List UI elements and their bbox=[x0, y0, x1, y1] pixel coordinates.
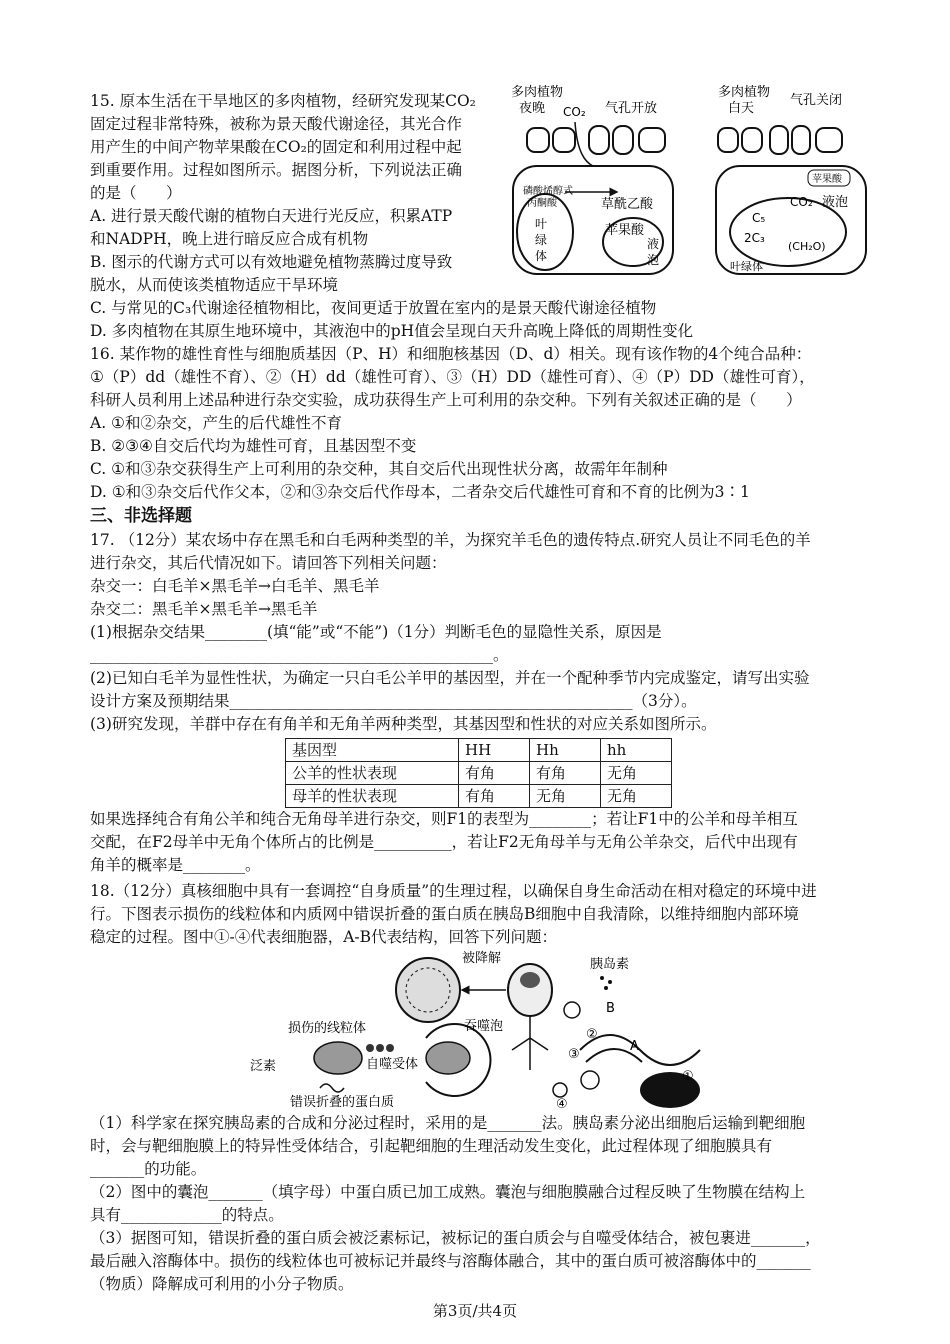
stoma-label: 气孔开放 bbox=[605, 101, 658, 116]
q18-line: 具有_____________的特点。 bbox=[90, 1206, 284, 1224]
table-cell: 无角 bbox=[601, 762, 672, 785]
q16-option-c: C. ①和③杂交获得生产上可利用的杂交种，其自交后代出现性状分离，故需年年制种 bbox=[90, 460, 668, 478]
table-cell: 无角 bbox=[530, 785, 601, 808]
chloro-label: 叶 bbox=[535, 217, 548, 231]
label-2: ② bbox=[586, 1027, 598, 1042]
oaa-label: 草酰乙酸 bbox=[601, 197, 654, 212]
q17-line: 17. （12分）某农场中存在黑毛和白毛两种类型的羊，为探究羊毛色的遗传特点.研究人员让不同毛色的羊 bbox=[90, 531, 811, 549]
q17-line: 如果选择纯合有角公羊和纯合无角母羊进行杂交，则F1的表型为________；若让F1中的公羊和母羊相互 bbox=[90, 810, 798, 828]
chloro-label: 体 bbox=[535, 249, 548, 263]
q15-line: 用产生的中间产物苹果酸在CO₂的固定和利用过程中起 bbox=[90, 138, 462, 156]
q16-line: ①（P）dd（雄性不育）、②（H）dd（雄性可育）、③（H）DD（雄性可育）、④（P）DD（雄性可育）， bbox=[90, 368, 815, 386]
q17-sub1: (1)根据杂交结果________(填“能”或“不能”)（1分）判断毛色的显隐性关系，原因是 bbox=[90, 623, 662, 641]
q15-line: 15. 原本生活在干旱地区的多肉植物，经研究发现某CO₂ bbox=[90, 92, 476, 110]
label-3: ③ bbox=[568, 1047, 580, 1062]
malate-label: 苹果酸 bbox=[605, 223, 645, 238]
malate-label: 苹果酸 bbox=[812, 174, 842, 185]
damaged-mito-label: 损伤的线粒体 bbox=[288, 1021, 367, 1036]
degraded-label: 被降解 bbox=[462, 951, 502, 966]
q18-line: 18.（12分）真核细胞中具有一套调控“自身质量”的生理过程，以确保自身生命活动在相对稳定的环境中进 bbox=[90, 882, 817, 900]
label-A: A bbox=[630, 1039, 639, 1054]
q15-line: 固定过程非常特殊，被称为景天酸代谢途径，其光合作 bbox=[90, 115, 463, 133]
autolysosome bbox=[508, 964, 552, 1016]
co2-label: CO₂ bbox=[790, 195, 813, 209]
table-header-row bbox=[286, 739, 672, 762]
receptor-label: 自噬受体 bbox=[366, 1057, 419, 1072]
q17-cross1: 杂交一：白毛羊×黑毛羊→白毛羊、黑毛羊 bbox=[90, 577, 380, 595]
pep-label: 磷酸烯醇式 bbox=[523, 186, 573, 197]
chloro-label: 绿 bbox=[535, 233, 548, 247]
q17-line: 角羊的概率是________。 bbox=[90, 856, 261, 874]
q15-line: 的是（ ） bbox=[90, 184, 182, 202]
q15-line: 和NADPH，晚上进行暗反应合成有机物 bbox=[90, 230, 369, 248]
q17-line: 设计方案及预期结果____________________________________________________（3分）。 bbox=[90, 692, 697, 710]
q15-option-d: D. 多肉植物在其原生地环境中，其液泡中的pH值会呈现白天升高晚上降低的周期性变化 bbox=[90, 322, 694, 340]
q18-line: 稳定的过程。图中①-④代表细胞器，A-B代表结构，回答下列问题： bbox=[90, 928, 558, 946]
chloro-label: 叶绿体 bbox=[730, 260, 763, 273]
table-cell: hh bbox=[601, 739, 672, 762]
q15-line: 脱水，从而使该类植物适应干旱环境 bbox=[90, 276, 339, 294]
q18-sub3: （3）据图可知，错误折叠的蛋白质会被泛素标记，被标记的蛋白质会与自噬受体结合，被包裹进_______， bbox=[90, 1229, 821, 1247]
genotype-table bbox=[285, 738, 672, 808]
ubiquitin-label: 泛素 bbox=[250, 1059, 277, 1074]
fig-label: 白天 bbox=[728, 101, 755, 116]
phagophore-label: 吞噬泡 bbox=[464, 1019, 504, 1034]
fig-label: 多肉植物 bbox=[511, 85, 564, 100]
co2-label: CO₂ bbox=[563, 105, 586, 119]
q16-option-d: D. ①和③杂交后代作父本，②和③杂交后代作母本，二者杂交后代雄性可育和不育的比例为3∶1 bbox=[90, 483, 750, 501]
cam-night-diagram bbox=[505, 82, 685, 282]
q16-line: 科研人员利用上述品种进行杂交实验，成功获得生产上可利用的杂交种。下列有关叙述正确的是（ ） bbox=[90, 391, 802, 409]
vacuole-label: 泡 bbox=[647, 253, 660, 267]
q18-line: _______的功能。 bbox=[90, 1160, 207, 1178]
autophagy-diagram bbox=[250, 950, 710, 1110]
c5-label: C₅ bbox=[752, 211, 766, 225]
fig-label: 夜晚 bbox=[519, 101, 546, 116]
label-B: B bbox=[606, 1001, 615, 1016]
pep-label: 丙酮酸 bbox=[527, 198, 557, 209]
q17-sub3: (3)研究发现，羊群中存在有角羊和无角羊两种类型，其基因型和性状的对应关系如图所示。 bbox=[90, 715, 717, 733]
table-cell: 无角 bbox=[601, 785, 672, 808]
q18-line: 行。下图表示损伤的线粒体和内质网中错误折叠的蛋白质在胰岛B细胞中自我清除，以维持细胞内部环境 bbox=[90, 905, 799, 923]
misfold-label: 错误折叠的蛋白质 bbox=[290, 1095, 395, 1110]
insulin-label: 胰岛素 bbox=[590, 957, 630, 972]
q18-sub1: （1）科学家在探究胰岛素的合成和分泌过程时，采用的是_______法。胰岛素分泌出细胞后运输到靶细胞 bbox=[90, 1114, 806, 1132]
q18-line: （物质）降解成可利用的小分子物质。 bbox=[90, 1275, 354, 1293]
label-4: ④ bbox=[556, 1097, 568, 1110]
q17-line: 交配，在F2母羊中无角个体所占的比例是__________，若让F2无角母羊与无角公羊杂交，后代中出现有 bbox=[90, 833, 798, 851]
stoma-label: 气孔关闭 bbox=[790, 93, 843, 108]
table-row bbox=[286, 785, 672, 808]
table-cell: 有角 bbox=[459, 785, 530, 808]
table-cell: 有角 bbox=[530, 762, 601, 785]
q17-blank-line: ____________________________________________________。 bbox=[90, 646, 509, 664]
table-row bbox=[286, 762, 672, 785]
page-footer: 第3页/共4页 bbox=[432, 1302, 518, 1320]
q16-line: 16. 某作物的雄性育性与细胞质基因（P、H）和细胞核基因（D、d）相关。现有该作物的4个纯合品种： bbox=[90, 345, 812, 363]
q17-sub2: (2)已知白毛羊为显性性状，为确定一只白毛公羊甲的基因型，并在一个配种季节内完成鉴定，请写出实验 bbox=[90, 669, 810, 687]
fig-label: 多肉植物 bbox=[718, 85, 771, 100]
q18-sub2: （2）图中的囊泡_______（填字母）中蛋白质已加工成熟。囊泡与细胞膜融合过程反映了生物膜在结构上 bbox=[90, 1183, 806, 1201]
q15-option-b: B. 图示的代谢方式可以有效地避免植物蒸腾过度导致 bbox=[90, 253, 453, 271]
table-cell: 母羊的性状表现 bbox=[286, 785, 459, 808]
mitochondrion bbox=[314, 1042, 362, 1074]
vacuole-label: 液 bbox=[647, 237, 660, 251]
q17-line: 进行杂交，其后代情况如下。请回答下列相关问题： bbox=[90, 554, 447, 572]
table-cell: HH bbox=[459, 739, 530, 762]
label-1: ① bbox=[682, 1069, 694, 1084]
q17-cross2: 杂交二：黑毛羊×黑毛羊→黑毛羊 bbox=[90, 600, 318, 618]
vacuole-label: 液泡 bbox=[822, 195, 849, 210]
mitochondrion bbox=[426, 1042, 470, 1074]
q16-option-a: A. ①和②杂交，产生的后代雄性不育 bbox=[90, 414, 342, 432]
section-heading: 三、非选择题 bbox=[90, 506, 192, 526]
q18-line: 时，会与靶细胞膜上的特异性受体结合，引起靶细胞的生理活动发生变化，此过程体现了细胞膜具有 bbox=[90, 1137, 773, 1155]
q18-line: 最后融入溶酶体中。损伤的线粒体也可被标记并最终与溶酶体融合，其中的蛋白质可被溶酶体中的_______ bbox=[90, 1252, 811, 1270]
table-cell: 有角 bbox=[459, 762, 530, 785]
cam-day-diagram bbox=[712, 82, 872, 282]
table-cell: Hh bbox=[530, 739, 601, 762]
ch2o-label: (CH₂O) bbox=[788, 240, 826, 253]
c3-label: 2C₃ bbox=[744, 231, 765, 245]
q15-line: 到重要作用。过程如图所示。据图分析，下列说法正确 bbox=[90, 161, 463, 179]
table-cell: 基因型 bbox=[286, 739, 459, 762]
q15-option-a: A. 进行景天酸代谢的植物白天进行光反应，积累ATP bbox=[90, 207, 453, 225]
table-cell: 公羊的性状表现 bbox=[286, 762, 459, 785]
q16-option-b: B. ②③④自交后代均为雄性可育，且基因型不变 bbox=[90, 437, 417, 455]
q15-option-c: C. 与常见的C₃代谢途径植物相比，夜间更适于放置在室内的是景天酸代谢途径植物 bbox=[90, 299, 657, 317]
